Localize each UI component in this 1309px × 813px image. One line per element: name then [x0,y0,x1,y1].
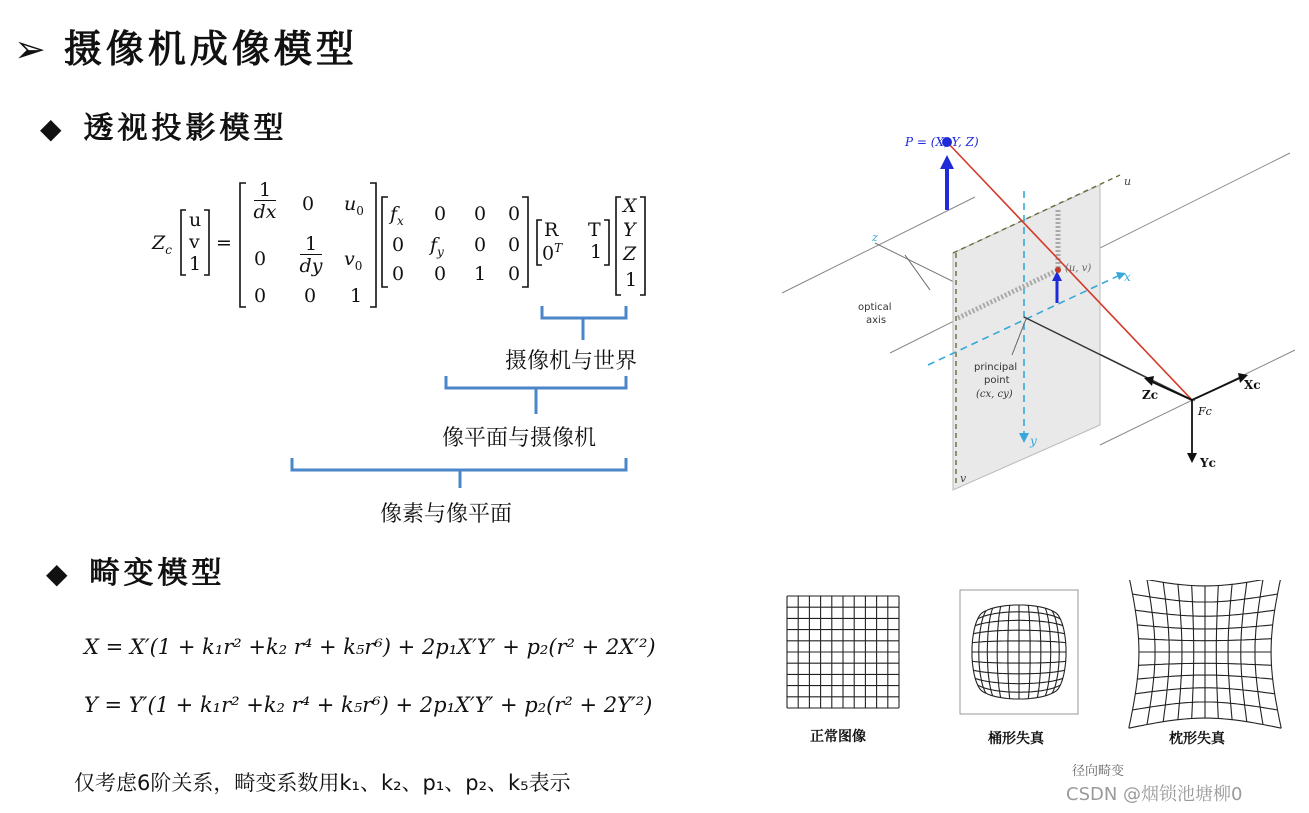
equation-x: X = X′(1 + k₁r² +k₂ r⁴ + k₅r⁶) + 2p₁X′Y′ + p₂(r² + 2X′²) [84,635,656,659]
axis-label: axis [866,315,887,326]
brace-camera-world [542,306,626,340]
arrow-bullet-icon: ➢ [14,27,50,71]
equals-sign: = [216,232,232,254]
barrel-grid [960,590,1078,714]
cxcy-label: (cx, cy) [976,389,1013,400]
z-label: z [872,231,878,244]
world-arrow-head-icon [940,155,954,169]
perspective-heading [40,103,288,147]
x-label: x [1124,270,1131,284]
brace-pixel-image [292,458,626,488]
principal-label: principal [974,362,1018,373]
equation-y: Y = Y′(1 + k₁r² +k₂ r⁴ + k₅r⁶) + 2p₁X′Y′ + p₂(r² + 2Y′²) [84,693,653,717]
m1-r0c2: $u_0$ [344,193,364,218]
Fc-label: Fc [1198,405,1212,418]
caption-barrel: 桶形失真 [988,731,1044,747]
diamond-bullet-icon: ◆ [46,557,72,590]
m1-r2c2: 1 [350,285,363,307]
m2-r1c0: 0 [392,234,405,256]
lhs-vec-0: u [189,209,202,231]
projection-equation [140,175,660,315]
caption-pincushion: 枕形失真 [1169,731,1225,747]
m1-r1c1: 1 dy [299,233,323,277]
rhs-vec-3: 1 [625,269,638,291]
pinhole-diagram [780,125,1300,495]
perspective-heading-text: 透视投影模型 [83,111,288,146]
grid-line [1129,580,1139,728]
lhs-vec-2: 1 [189,253,202,275]
normal-grid [787,596,899,708]
label-image-camera: 像平面与摄像机 [442,426,597,451]
image-point-marker [1055,267,1061,273]
uv-label: (u, v) [1065,263,1092,274]
m3-r1c0: $0^T$ [542,241,563,265]
main-heading [14,18,358,73]
m3-r0c0: R [544,219,559,241]
optical-label-leader [905,255,930,290]
m2-r2c2: 1 [474,263,487,285]
m2-r0c0: $f_x$ [390,203,404,228]
m2-r2c3: 0 [508,263,521,285]
m2-r2c0: 0 [392,263,405,285]
brace-image-camera [446,376,626,414]
rhs-vec-1: Y [623,219,636,241]
grid-line [1129,580,1281,586]
grid-line [1129,718,1281,728]
Yc-label: Yc [1200,456,1216,470]
image-plane [953,185,1100,490]
Zc-label: Zc [1142,388,1159,402]
m1-r0c1: 0 [302,193,315,215]
label-camera-world: 摄像机与世界 [505,349,638,374]
diamond-bullet-icon: ◆ [40,112,66,145]
m2-r0c3: 0 [508,203,521,225]
distortion-heading-text: 畸变模型 [89,556,226,591]
coefficient-note: 仅考虑6阶关系，畸变系数用k₁、k₂、p₁、p₂、k₅表示 [74,771,571,795]
m3-r1c1: 1 [590,241,603,263]
distortion-grids [780,580,1300,740]
braces [280,300,640,490]
caption-radial: 径向畸变 [1072,764,1125,779]
m2-r2c1: 0 [434,263,447,285]
main-heading-text: 摄像机成像模型 [63,26,358,71]
pincushion-grid [1129,580,1281,728]
watermark: CSDN @烟锁池塘柳0 [1066,784,1243,805]
distortion-heading [46,548,226,592]
m1-r1c0: 0 [254,248,267,270]
Xc-label: Xc [1244,378,1261,392]
world-point-label: P = (X, Y, Z) [905,135,979,149]
rhs-vec-2: Z [623,243,637,265]
u-label: u [1124,175,1132,188]
rhs-vec-0: X [623,195,637,217]
lhs-vec-1: v [189,231,200,253]
caption-normal: 正常图像 [810,729,866,745]
v-label: v [960,472,967,485]
m2-r1c2: 0 [474,234,487,256]
label-pixel-image: 像素与像平面 [380,502,513,527]
m2-r1c3: 0 [508,234,521,256]
m2-r1c1: $f_y$ [430,234,444,259]
m2-r0c2: 0 [474,203,487,225]
lhs-scale: $Z_c$ [152,232,172,257]
m3-r0c1: T [588,219,601,241]
y-label: y [1030,434,1037,448]
point-label: point [984,375,1010,386]
m1-r1c2: $v_0$ [344,248,363,273]
Xc-axis [1192,377,1242,400]
optical-label: optical [858,302,892,313]
m1-r0c0: 1 dx [253,179,277,223]
Yc-arrow-icon [1187,453,1197,463]
grid-line [1271,580,1281,728]
m1-r2c1: 0 [304,285,317,307]
m1-r2c0: 0 [254,285,267,307]
m2-r0c1: 0 [434,203,447,225]
